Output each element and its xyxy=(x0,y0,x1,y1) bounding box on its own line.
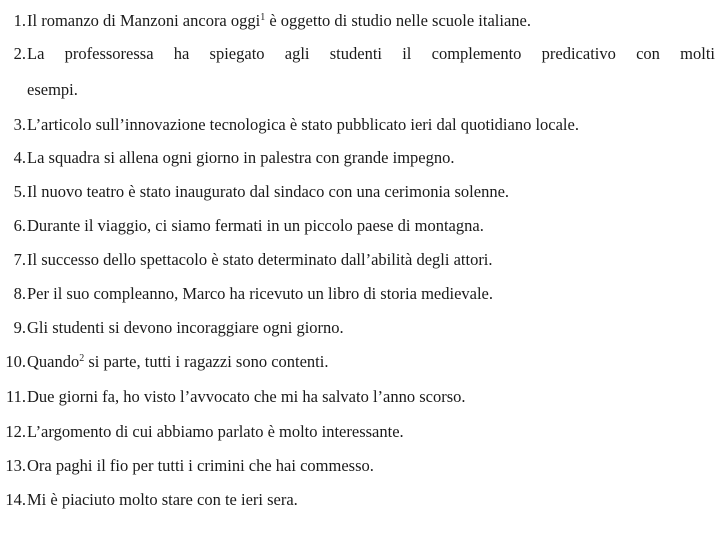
item-number: 4. xyxy=(13,148,26,167)
item-number: 7. xyxy=(13,250,26,269)
item-text: L’articolo sull’innovazione tecnologica è stato pubblicato ieri dal quotidiano locale. xyxy=(27,115,579,134)
item-number: 14. xyxy=(5,490,26,509)
item-text: La squadra si allena ogni giorno in palestra con grande impegno. xyxy=(27,148,455,167)
item-text: Per il suo compleanno, Marco ha ricevuto un libro di storia medievale. xyxy=(27,284,493,303)
list-item-6 xyxy=(0,214,719,238)
item-text: Gli studenti si devono incoraggiare ogni giorno. xyxy=(27,318,344,337)
item-number: 11. xyxy=(5,387,26,406)
list-item-10 xyxy=(0,350,719,374)
list-item-8 xyxy=(0,282,719,306)
item-number: 10. xyxy=(5,352,26,371)
item-number: 1. xyxy=(13,11,26,30)
item-number: 9. xyxy=(13,318,26,337)
list-item-11 xyxy=(0,385,719,409)
item-number: 6. xyxy=(13,216,26,235)
item-text: Il successo dello spettacolo è stato determinato dall’abilità degli attori. xyxy=(27,250,493,269)
footnote-mark: 2 xyxy=(79,353,85,364)
item-number: 3. xyxy=(13,115,26,134)
item-text: L’argomento di cui abbiamo parlato è molto interessante. xyxy=(27,422,404,441)
item-text: La professoressa ha spiegato agli studenti il complemento predicativo con molti xyxy=(27,44,715,63)
list-item-4 xyxy=(0,146,719,170)
item-text: Ora paghi il fio per tutti i crimini che hai commesso. xyxy=(27,456,374,475)
item-text: Due giorni fa, ho visto l’avvocato che mi ha salvato l’anno scorso. xyxy=(27,387,466,406)
item-text: Il romanzo di Manzoni ancora oggi$^1$ è oggetto di studio nelle scuole italiane. xyxy=(27,11,531,30)
list-item-14 xyxy=(0,488,719,512)
list-item-12 xyxy=(0,420,719,444)
list-item-1 xyxy=(0,9,719,33)
item-text: Il nuovo teatro è stato inaugurato dal sindaco con una cerimonia solenne. xyxy=(27,182,510,201)
list-item-13 xyxy=(0,454,719,478)
list-item-3 xyxy=(0,113,719,137)
item-text-continuation: esempi. xyxy=(27,80,78,99)
footnote-mark: 1 xyxy=(260,12,266,23)
list-item-7 xyxy=(0,248,719,272)
item-number: 5. xyxy=(13,182,26,201)
list-item-5 xyxy=(0,180,719,204)
item-number: 2. xyxy=(13,44,26,63)
list-item-2-continuation xyxy=(0,78,719,102)
list-item-2 xyxy=(0,42,719,66)
item-number: 8. xyxy=(13,284,26,303)
item-number: 13. xyxy=(5,456,26,475)
list-item-9 xyxy=(0,316,719,340)
item-text: Durante il viaggio, ci siamo fermati in un piccolo paese di montagna. xyxy=(27,216,484,235)
item-text: Quando$^2$ si parte, tutti i ragazzi sono contenti. xyxy=(27,352,329,371)
item-text: Mi è piaciuto molto stare con te ieri sera. xyxy=(27,490,298,509)
item-number: 12. xyxy=(5,422,26,441)
